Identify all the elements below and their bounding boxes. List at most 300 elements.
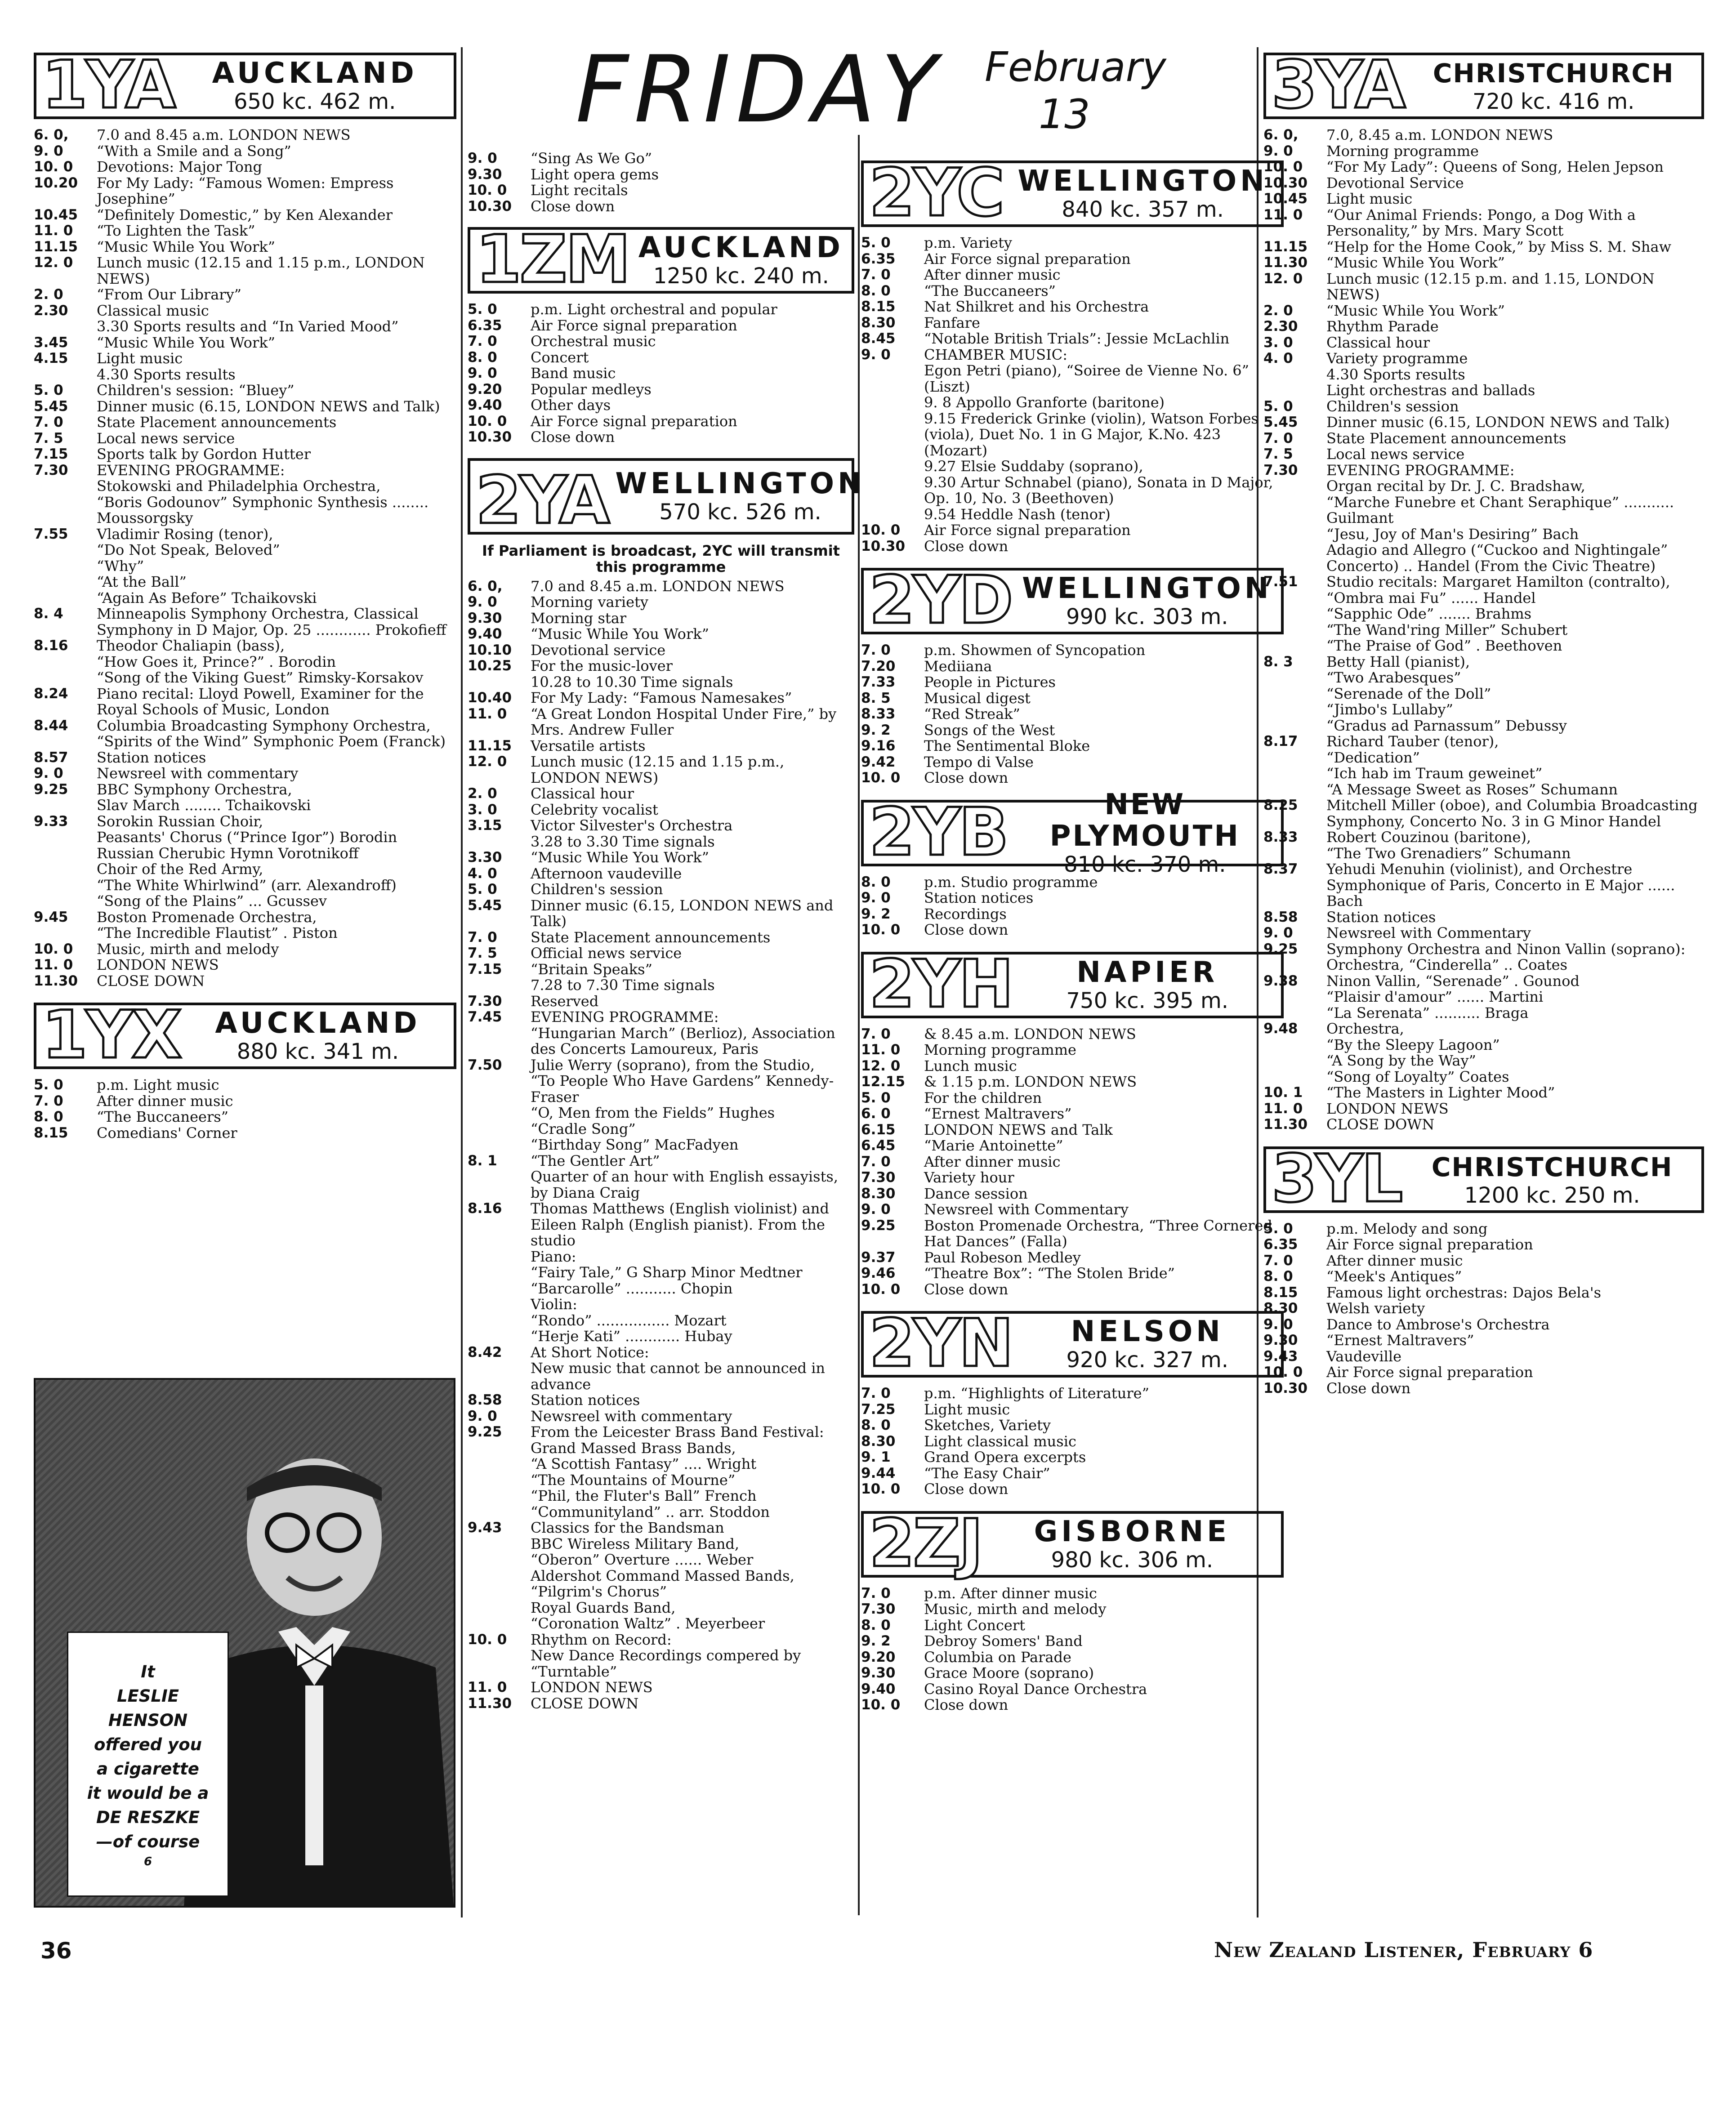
programme-time: 8. 0	[861, 1617, 891, 1633]
programme-item	[861, 1586, 1284, 1602]
programme-item	[34, 1077, 456, 1093]
programme-item	[861, 1402, 1284, 1418]
programme-time: 10. 0	[34, 941, 73, 957]
programme-title: “Music While You Work”	[97, 238, 275, 255]
programme-item	[1263, 319, 1704, 335]
programme-item	[861, 642, 1284, 659]
programme-item	[34, 143, 456, 160]
programme-item	[861, 1633, 1284, 1650]
programme-time: 12. 0	[34, 254, 73, 271]
programme-title: Adagio and Allegro (“Cuckoo and Nightingale” Concerto) .. Handel (From the Civic Theatre)	[1326, 541, 1668, 575]
programme-time	[468, 1584, 531, 1600]
programme-time: 10. 0	[861, 522, 901, 538]
programme-title: Classical hour	[1326, 334, 1430, 351]
programme-title: Light Concert	[924, 1616, 1025, 1634]
programme-time	[468, 1169, 531, 1201]
programme-title: “Coronation Waltz” . Meyerbeer	[531, 1615, 765, 1632]
programme-time	[468, 1121, 531, 1137]
programme-item	[468, 350, 854, 366]
programme-time: 8. 0	[861, 282, 891, 299]
programme-time: 9. 0	[861, 1201, 891, 1217]
programme-time: 2.30	[34, 302, 68, 319]
programme-time: 7.30	[861, 1169, 896, 1186]
programme-title: “Ernest Maltravers”	[924, 1105, 1072, 1122]
programme-item	[1263, 446, 1704, 463]
programme-item	[468, 642, 854, 659]
programme-time: 9.46	[861, 1265, 896, 1281]
station-call-sign: 1YA	[42, 47, 174, 123]
programme-title: “The Mountains of Mourne”	[531, 1471, 736, 1489]
programme-item	[468, 183, 854, 199]
programme-time	[1263, 718, 1326, 734]
programme-item	[1263, 463, 1704, 479]
programme-item	[468, 1696, 854, 1712]
programme-item	[861, 1601, 1284, 1618]
programme-time: 7.30	[34, 462, 68, 478]
programme-item	[468, 334, 854, 350]
programme-time: 10. 0	[1263, 1364, 1303, 1380]
programme-item	[861, 754, 1284, 771]
programme-time: 8.58	[1263, 909, 1298, 925]
programme-title: 4.30 Sports results	[97, 366, 236, 383]
programme-time: 9.30	[468, 166, 502, 183]
programme-item	[468, 302, 854, 318]
programme-item	[34, 1125, 456, 1142]
programme-item	[468, 366, 854, 382]
programme-item	[1263, 175, 1704, 192]
station-frequency: 720 kc. 416 m.	[1472, 89, 1635, 114]
programme-time: 7. 0	[861, 267, 891, 283]
programme-item	[1263, 415, 1704, 431]
programme-time: 11.15	[1263, 238, 1308, 255]
programme-time: 10. 0	[861, 1697, 901, 1713]
column-rule	[461, 47, 463, 1917]
programme-item	[468, 1440, 854, 1457]
programme-title: Dinner music (6.15, LONDON NEWS and Talk)	[97, 397, 440, 415]
ad-line: DE RESZKE	[96, 1808, 200, 1827]
programme-item	[468, 1249, 854, 1265]
station-city: CHRISTCHURCH	[1433, 58, 1674, 89]
programme-item	[861, 1090, 1284, 1106]
programme-title: “Song of the Viking Guest” Rimsky-Korsakov	[97, 669, 424, 686]
programme-title: Air Force signal preparation	[924, 250, 1131, 268]
programme-title: Morning variety	[531, 593, 648, 611]
station-city: AUCKLAND	[638, 231, 844, 264]
programme-title: Devotional Service	[1326, 174, 1464, 192]
programme-item	[468, 1073, 854, 1105]
programme-time: 9.40	[861, 1681, 896, 1697]
station-header-3ya	[1263, 47, 1704, 123]
programme-title: Symphony Orchestra and Ninon Vallin (soprano):	[1326, 940, 1686, 958]
programme-item	[1263, 367, 1704, 383]
station-call-sign: 1ZM	[476, 221, 629, 298]
programme-title: New Dance Recordings compered by “Turntable”	[531, 1647, 801, 1680]
programme-item	[468, 611, 854, 627]
programme-item	[34, 159, 456, 175]
programme-item	[1263, 734, 1704, 750]
station-header-2yh	[861, 945, 1284, 1022]
column-1	[34, 47, 456, 1141]
programme-item	[34, 383, 456, 399]
programme-time: 8.58	[468, 1392, 502, 1408]
programme-title: “La Serenata” .......... Braga	[1326, 1004, 1529, 1021]
programme-title: Afternoon vaudeville	[531, 865, 682, 882]
programme-time	[861, 507, 924, 523]
programme-list-2yn	[861, 1386, 1284, 1498]
programme-title: CLOSE DOWN	[1326, 1116, 1435, 1133]
programme-item	[468, 151, 854, 167]
programme-item	[34, 638, 456, 654]
programme-title: Boston Promenade Orchestra, “Three Cornered Hat Dances” (Falla)	[924, 1217, 1272, 1250]
programme-list-2yh	[861, 1026, 1284, 1298]
programme-title: p.m. Light orchestral and popular	[531, 301, 777, 318]
programme-item	[468, 898, 854, 930]
station-city: AUCKLAND	[212, 57, 418, 90]
programme-item	[861, 1026, 1284, 1043]
station-header-1zm	[468, 221, 854, 298]
programme-item	[34, 239, 456, 255]
programme-item	[861, 1697, 1284, 1713]
programme-item	[1263, 1381, 1704, 1397]
programme-title: Lunch music (12.15 and 1.15 p.m., LONDON NEWS)	[97, 254, 425, 287]
programme-time: 11.30	[1263, 1116, 1308, 1133]
programme-title: Air Force signal preparation	[1326, 1236, 1533, 1253]
programme-title: Air Force signal preparation	[1326, 1364, 1533, 1381]
programme-time: 12. 0	[861, 1057, 901, 1074]
programme-time: 9. 0	[34, 143, 63, 159]
column-2	[468, 150, 866, 1712]
programme-title: “Definitely Domestic,” by Ken Alexander	[97, 206, 393, 223]
programme-title: Vaudeville	[1326, 1347, 1401, 1365]
programme-title: “Sing As We Go”	[531, 150, 652, 167]
programme-time: 6. 0,	[34, 127, 69, 143]
programme-item	[861, 1418, 1284, 1434]
programme-title: Grand Massed Brass Bands,	[531, 1439, 736, 1457]
programme-title: After dinner music	[97, 1092, 233, 1110]
programme-item	[34, 798, 456, 814]
programme-title: Recordings	[924, 905, 1007, 923]
programme-item	[861, 906, 1284, 923]
programme-title: For the music-lover	[531, 657, 673, 674]
programme-title: Light opera gems	[531, 165, 659, 183]
station-city: NAPIER	[1076, 955, 1218, 989]
programme-title: Band music	[531, 365, 616, 382]
programme-title: Newsreel with commentary	[97, 765, 299, 782]
column-rule	[858, 135, 860, 1915]
programme-time	[34, 319, 97, 335]
programme-time: 8.16	[468, 1200, 502, 1217]
programme-time	[468, 1073, 531, 1105]
programme-item	[468, 1456, 854, 1472]
programme-item	[861, 1266, 1284, 1282]
station-header-1yx	[34, 997, 456, 1073]
programme-time: 9. 0	[1263, 143, 1293, 159]
station-city: GISBORNE	[1034, 1515, 1230, 1548]
programme-time: 10. 0	[1263, 159, 1303, 175]
programme-title: Sports talk by Gordon Hutter	[97, 446, 311, 463]
programme-title: “Oberon” Overture ...... Weber	[531, 1551, 754, 1568]
programme-title: Children's session	[531, 881, 663, 898]
programme-title: “A Scottish Fantasy” .... Wright	[531, 1455, 757, 1472]
programme-time	[1263, 846, 1326, 862]
programme-time: 11. 0	[1263, 206, 1303, 223]
programme-time: 4. 0	[1263, 350, 1293, 366]
programme-item	[468, 882, 854, 898]
programme-item	[861, 395, 1284, 411]
programme-title: “Music While You Work”	[531, 849, 709, 866]
programme-time: 10.30	[1263, 1380, 1308, 1396]
station-city: NELSON	[1071, 1315, 1224, 1348]
programme-title: Light classical music	[924, 1432, 1076, 1450]
programme-item	[1263, 1237, 1704, 1253]
programme-item	[34, 861, 456, 878]
programme-time: 11. 0	[861, 1042, 901, 1058]
programme-time: 6.35	[468, 317, 502, 334]
programme-time: 11. 0	[1263, 1100, 1303, 1117]
station-call-sign: 2YA	[476, 462, 608, 539]
programme-title: “A Song by the Way”	[1326, 1052, 1476, 1069]
programme-time	[468, 1472, 531, 1489]
programme-item	[1263, 143, 1704, 160]
programme-time: 10.20	[34, 174, 78, 191]
programme-title: Reserved	[531, 992, 599, 1010]
programme-item	[468, 1680, 854, 1696]
programme-title: Light orchestras and ballads	[1326, 382, 1535, 399]
programme-time	[1263, 1069, 1326, 1085]
programme-title: Close down	[924, 769, 1009, 786]
programme-item	[861, 706, 1284, 722]
programme-time: 8.42	[468, 1344, 502, 1360]
programme-time: 9. 2	[861, 722, 891, 738]
programme-item	[861, 691, 1284, 707]
programme-time	[468, 1600, 531, 1616]
programme-item	[468, 802, 854, 818]
programme-item	[861, 459, 1284, 475]
programme-item	[1263, 1333, 1704, 1349]
programme-time: 9.37	[861, 1249, 896, 1266]
programme-item	[468, 1584, 854, 1600]
programme-title: Paul Robeson Medley	[924, 1249, 1081, 1266]
programme-item	[34, 127, 456, 143]
station-frequency: 990 kc. 303 m.	[1066, 604, 1228, 629]
programme-title: Other days	[531, 397, 611, 414]
programme-item	[1263, 431, 1704, 447]
programme-item	[1263, 861, 1704, 910]
programme-title: New music that cannot be announced in advance	[531, 1360, 826, 1393]
programme-item	[468, 786, 854, 802]
programme-time: 8. 0	[1263, 1268, 1293, 1284]
programme-item	[34, 175, 456, 207]
programme-title: Richard Tauber (tenor),	[1326, 733, 1499, 750]
programme-title: LONDON NEWS and Talk	[924, 1121, 1113, 1138]
programme-title: p.m. Light music	[97, 1076, 219, 1093]
programme-time: 10. 0	[861, 922, 901, 938]
programme-title: Thomas Matthews (English violinist) and Eileen Ralph (English pianist). From the studio	[531, 1200, 829, 1249]
programme-time	[1263, 1053, 1326, 1069]
programme-title: Lunch music	[924, 1057, 1017, 1075]
programme-time: 9. 0	[468, 594, 497, 610]
station-city: CHRISTCHURCH	[1431, 1151, 1673, 1182]
programme-time: 7.55	[34, 526, 68, 542]
programme-item	[861, 1481, 1284, 1498]
programme-item	[861, 539, 1284, 555]
programme-list-3yl	[1263, 1221, 1704, 1397]
programme-time: 9. 0	[468, 365, 497, 381]
programme-title: Variety programme	[1326, 350, 1468, 367]
programme-time	[1263, 495, 1326, 526]
programme-time	[1263, 606, 1326, 622]
programme-title: People in Pictures	[924, 673, 1056, 691]
programme-item	[1263, 1101, 1704, 1117]
programme-item	[34, 654, 456, 670]
programme-item	[1263, 670, 1704, 686]
programme-time: 2. 0	[34, 286, 63, 303]
programme-item	[34, 734, 456, 750]
programme-time: 2. 0	[468, 785, 497, 802]
programme-item	[861, 722, 1284, 739]
programme-time	[1263, 702, 1326, 718]
programme-title: Popular medleys	[531, 380, 652, 398]
programme-time: 8.30	[861, 1185, 896, 1202]
programme-item	[468, 850, 854, 866]
programme-title: Devotional service	[531, 641, 666, 659]
station-city: WELLINGTON	[1018, 165, 1268, 198]
programme-item	[34, 542, 456, 558]
programme-title: Boston Promenade Orchestra,	[97, 908, 317, 926]
programme-item	[861, 1449, 1284, 1466]
programme-item	[34, 558, 456, 575]
programme-item	[1263, 478, 1704, 495]
programme-time: 7.50	[468, 1057, 502, 1073]
programme-time: 8. 0	[34, 1109, 63, 1125]
programme-time	[468, 1281, 531, 1297]
programme-item	[861, 475, 1284, 507]
station-frequency: 880 kc. 341 m.	[237, 1039, 399, 1064]
programme-item	[34, 814, 456, 830]
programme-time: 7. 0	[468, 333, 497, 349]
station-call-sign: 2ZJ	[869, 1505, 982, 1582]
programme-time: 7. 0	[861, 1585, 891, 1601]
programme-title: “Music While You Work”	[1326, 254, 1505, 271]
programme-item	[34, 574, 456, 590]
programme-title: Sketches, Variety	[924, 1417, 1051, 1434]
programme-item	[1263, 638, 1704, 654]
programme-item	[1263, 654, 1704, 670]
programme-title: After dinner music	[924, 1153, 1061, 1170]
programme-title: “The Wand'ring Miller” Schubert	[1326, 621, 1568, 638]
station-header-2ya	[468, 458, 866, 539]
programme-title: Piano recital: Lloyd Powell, Examiner for the Royal Schools of Music, London	[97, 685, 424, 718]
station-call-sign: 2YN	[869, 1305, 1012, 1382]
programme-time: 8. 1	[468, 1152, 497, 1169]
programme-title: 9.30 Artur Schnabel (piano), Sonata in D Major, Op. 10, No. 3 (Beethoven)	[924, 473, 1273, 507]
programme-time	[34, 670, 97, 686]
programme-time: 10.30	[468, 198, 512, 214]
programme-item	[1263, 622, 1704, 638]
programme-title: p.m. Studio programme	[924, 873, 1098, 891]
programme-title: Peasants' Chorus (“Prince Igor”) Borodin	[97, 829, 397, 846]
programme-time	[468, 1488, 531, 1504]
programme-item	[861, 1122, 1284, 1138]
programme-title: 7.28 to 7.30 Time signals	[531, 977, 715, 994]
programme-item	[861, 1058, 1284, 1075]
programme-item	[468, 626, 854, 642]
programme-item	[861, 315, 1284, 331]
programme-time: 6. 0,	[468, 578, 503, 594]
programme-item	[861, 1218, 1284, 1250]
programme-item	[861, 1170, 1284, 1186]
programme-title: Robert Couzinou (baritone),	[1326, 829, 1531, 846]
programme-time: 7. 0	[34, 1092, 63, 1109]
programme-item	[468, 1424, 854, 1440]
programme-title: Rhythm Parade	[1326, 318, 1439, 335]
programme-time	[468, 1440, 531, 1457]
programme-item	[468, 1536, 854, 1552]
programme-item	[468, 1297, 854, 1313]
programme-title: “Song of the Plains” ... Gcussev	[97, 892, 327, 910]
programme-title: After dinner music	[1326, 1252, 1463, 1269]
station-frequency: 1200 kc. 250 m.	[1464, 1182, 1640, 1208]
programme-item	[861, 235, 1284, 251]
programme-time: 5. 0	[34, 382, 63, 398]
programme-item	[861, 674, 1284, 691]
programme-item	[468, 382, 854, 398]
programme-title: Close down	[924, 1280, 1009, 1298]
programme-time: 3.15	[468, 817, 502, 834]
programme-title: Dinner music (6.15, LONDON NEWS and Talk)	[1326, 414, 1670, 431]
programme-time	[34, 590, 97, 606]
programme-time: 6. 0	[861, 1106, 891, 1122]
programme-time	[34, 654, 97, 670]
programme-item	[34, 303, 456, 319]
programme-title: “To Lighten the Task”	[97, 222, 255, 239]
programme-title: “Dedication”	[1326, 749, 1420, 766]
programme-time: 8.15	[34, 1124, 68, 1141]
programme-title: CHAMBER MUSIC:	[924, 346, 1067, 363]
programme-title: “Red Streak”	[924, 705, 1020, 722]
programme-time	[34, 925, 97, 941]
programme-title: Close down	[924, 1480, 1009, 1498]
programme-time: 9. 0	[1263, 925, 1293, 941]
programme-time: 7.15	[468, 961, 502, 977]
programme-title: Local news service	[1326, 446, 1465, 463]
programme-item	[468, 1281, 854, 1297]
programme-time: 9. 0	[861, 346, 891, 363]
programme-item	[1263, 1221, 1704, 1237]
station-call-sign: 3YL	[1272, 1140, 1401, 1217]
programme-title: Close down	[924, 537, 1009, 555]
programme-time: 9.20	[468, 381, 502, 397]
programme-time: 8.16	[34, 638, 68, 654]
programme-time	[34, 495, 97, 526]
programme-item	[1263, 542, 1704, 574]
programme-time: 7.33	[861, 674, 896, 690]
programme-item	[861, 411, 1284, 459]
ad-line: HENSON	[108, 1711, 188, 1730]
programme-time: 7.15	[34, 446, 68, 462]
programme-title: Quarter of an hour with English essayists, by Diana Craig	[531, 1168, 839, 1201]
programme-time: 8. 0	[861, 1417, 891, 1433]
station-city: WELLINGTON	[1022, 572, 1272, 605]
programme-time: 11.30	[34, 972, 78, 989]
programme-item	[861, 299, 1284, 315]
programme-list-1yx	[34, 1077, 456, 1141]
programme-item	[468, 1137, 854, 1153]
programme-title: Studio recitals: Margaret Hamilton (contralto),	[1326, 573, 1670, 590]
programme-time	[468, 1536, 531, 1552]
programme-item	[34, 446, 456, 463]
programme-time	[861, 475, 924, 507]
